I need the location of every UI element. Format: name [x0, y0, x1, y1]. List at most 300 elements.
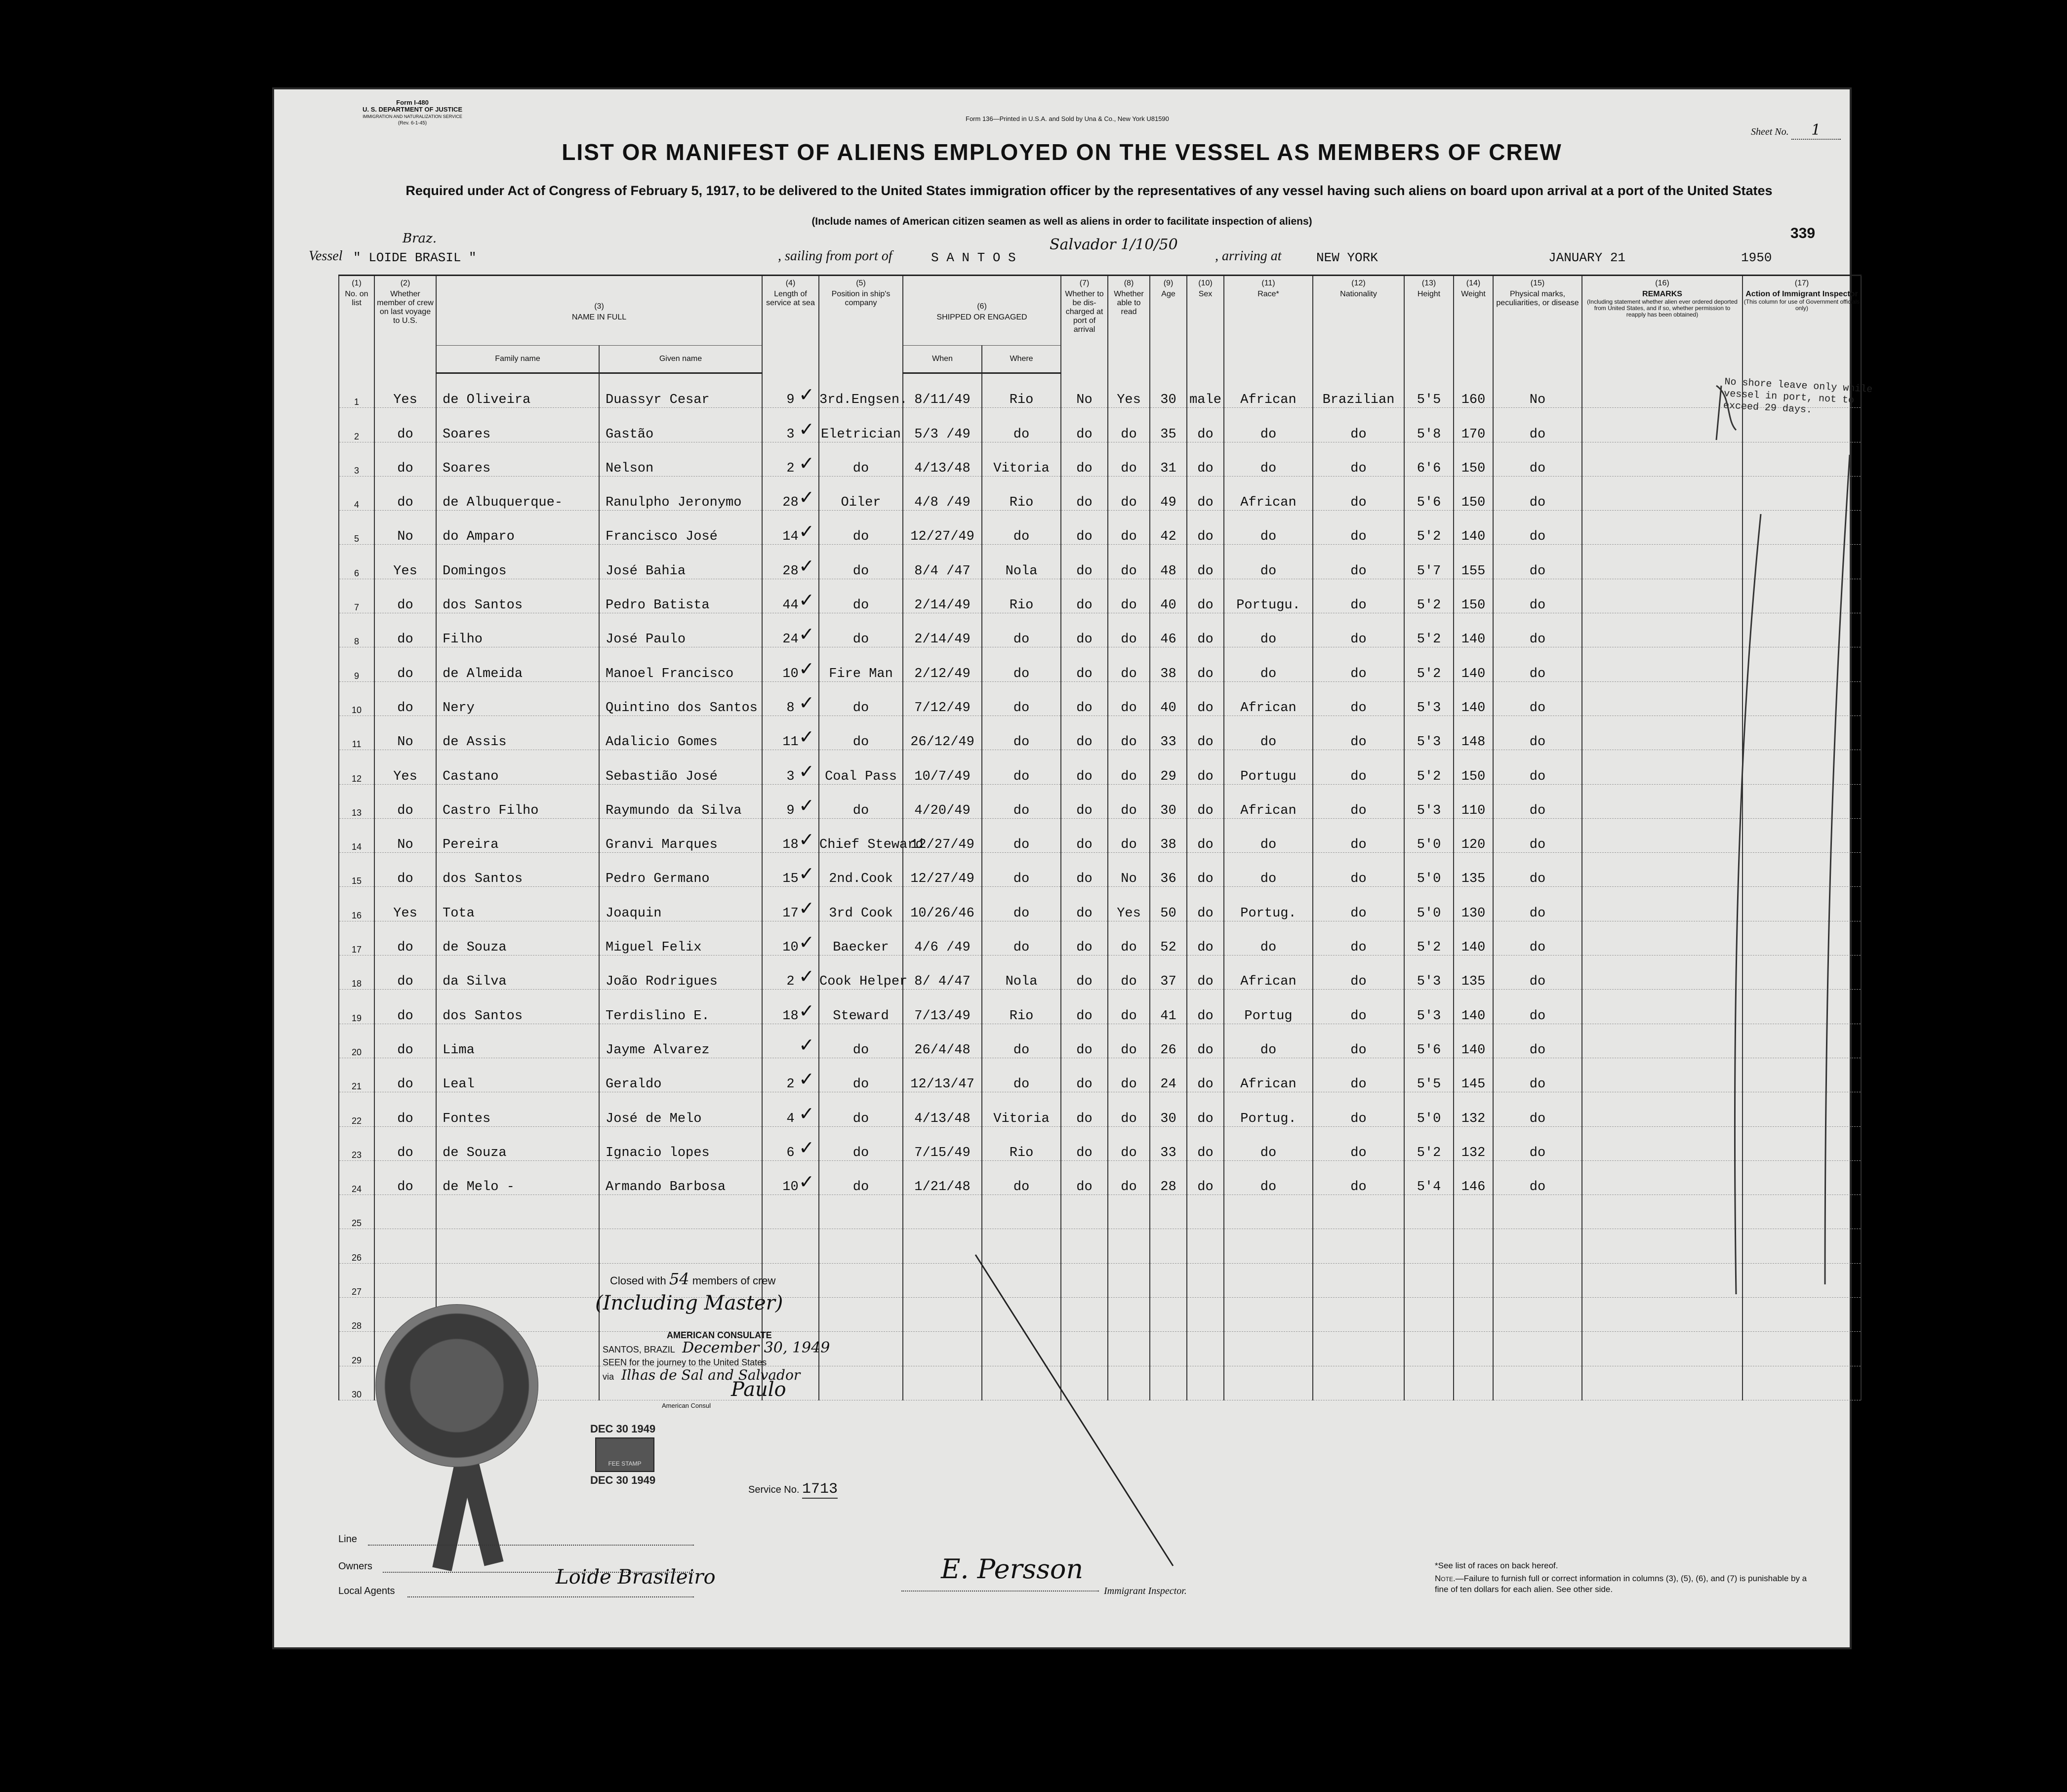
race: Portugu	[1224, 750, 1313, 784]
weight: 135	[1454, 956, 1493, 990]
row-number: 8	[339, 613, 374, 647]
previous-voyage: do	[374, 442, 436, 476]
given-name: João Rodrigues	[599, 956, 762, 990]
physical-marks	[1493, 1195, 1582, 1229]
row-number: 30	[339, 1366, 374, 1400]
col-header-read: (8) Whether able to read	[1108, 276, 1150, 373]
discharged: do	[1061, 818, 1108, 852]
inspector-marks	[1702, 366, 1850, 1304]
discharged: do	[1061, 1126, 1108, 1160]
age: 40	[1150, 681, 1187, 716]
sex: do	[1187, 1058, 1224, 1092]
consulate-via: via	[603, 1372, 614, 1382]
family-name: Soares	[436, 442, 599, 476]
shipped-where: Vitoria	[982, 1092, 1061, 1126]
including-master: (Including Master)	[595, 1292, 783, 1314]
previous-voyage: No	[374, 818, 436, 852]
shipped-when: 4/8 /49	[903, 476, 982, 510]
position	[819, 1332, 903, 1366]
length-of-service: 15 ✓	[762, 853, 819, 887]
manifest-title: LIST OR MANIFEST OF ALIENS EMPLOYED ON THE VESSEL AS MEMBERS OF CREW	[562, 139, 1562, 165]
family-name: Fontes	[436, 1092, 599, 1126]
family-name: da Silva	[436, 956, 599, 990]
footnote-fine	[1435, 1573, 1820, 1595]
crew-table	[338, 275, 1862, 1400]
shipped-where: do	[982, 750, 1061, 784]
nationality: do	[1313, 613, 1404, 647]
shipped-where: do	[982, 784, 1061, 818]
height: 5'2	[1404, 921, 1454, 955]
nationality: do	[1313, 887, 1404, 921]
age: 36	[1150, 853, 1187, 887]
arrival-year: 1950	[1741, 250, 1772, 265]
shipped-where: do	[982, 511, 1061, 545]
race: Portug	[1224, 990, 1313, 1024]
previous-voyage: do	[374, 1160, 436, 1195]
table-row	[339, 373, 1861, 408]
race: Portug.	[1224, 887, 1313, 921]
shipped-when	[903, 1332, 982, 1366]
able-to-read: do	[1108, 818, 1150, 852]
able-to-read: do	[1108, 1160, 1150, 1195]
race: African	[1224, 373, 1313, 408]
race: do	[1224, 818, 1313, 852]
table-row	[339, 681, 1861, 716]
given-name: Terdislino E.	[599, 990, 762, 1024]
previous-voyage: do	[374, 853, 436, 887]
col-header-when: When	[903, 346, 982, 373]
arriving-label: , arriving at	[1215, 248, 1282, 264]
agents-label: Local Agents	[338, 1586, 395, 1596]
nationality: do	[1313, 545, 1404, 579]
row-number: 28	[339, 1298, 374, 1332]
able-to-read: do	[1108, 681, 1150, 716]
race: African	[1224, 681, 1313, 716]
given-name: Armando Barbosa	[599, 1160, 762, 1195]
nationality: do	[1313, 990, 1404, 1024]
discharged: do	[1061, 647, 1108, 681]
age: 46	[1150, 613, 1187, 647]
age: 38	[1150, 647, 1187, 681]
sex	[1187, 1298, 1224, 1332]
weight	[1454, 1195, 1493, 1229]
stamp-date-bottom: DEC 30 1949	[590, 1474, 656, 1486]
vessel-handwritten: Braz.	[403, 231, 437, 246]
discharged: do	[1061, 750, 1108, 784]
given-name: José Bahia	[599, 545, 762, 579]
service-name: IMMIGRATION AND NATURALIZATION SERVICE	[363, 114, 462, 119]
physical-marks: do	[1493, 1126, 1582, 1160]
shipped-where: do	[982, 887, 1061, 921]
shipped-when	[903, 1366, 982, 1400]
length-of-service: 44 ✓	[762, 579, 819, 613]
length-of-service-value: 17	[782, 906, 799, 921]
row-number: 6	[339, 545, 374, 579]
discharged: do	[1061, 1092, 1108, 1126]
nationality: do	[1313, 1126, 1404, 1160]
weight: 132	[1454, 1092, 1493, 1126]
discharged: do	[1061, 579, 1108, 613]
shipped-when: 12/27/49	[903, 511, 982, 545]
length-of-service: 3 ✓	[762, 750, 819, 784]
previous-voyage: do	[374, 408, 436, 442]
sex	[1187, 1195, 1224, 1229]
physical-marks: do	[1493, 1092, 1582, 1126]
port-handwritten: Salvador 1/10/50	[1050, 236, 1178, 253]
race: do	[1224, 1160, 1313, 1195]
able-to-read: Yes	[1108, 887, 1150, 921]
race	[1224, 1229, 1313, 1263]
table-row	[339, 545, 1861, 579]
arrival-date: JANUARY 21	[1548, 250, 1626, 265]
able-to-read: do	[1108, 990, 1150, 1024]
shipped-where: Rio	[982, 476, 1061, 510]
length-of-service: 4 ✓	[762, 1092, 819, 1126]
previous-voyage	[374, 1229, 436, 1263]
discharged: do	[1061, 613, 1108, 647]
physical-marks: do	[1493, 956, 1582, 990]
length-of-service: 9 ✓	[762, 784, 819, 818]
height: 5'3	[1404, 716, 1454, 750]
consul-title: American Consul	[662, 1402, 711, 1409]
row-number: 19	[339, 990, 374, 1024]
position: Eletrician	[819, 408, 903, 442]
shipped-when: 4/13/48	[903, 442, 982, 476]
family-name: Soares	[436, 408, 599, 442]
race: African	[1224, 1058, 1313, 1092]
position: do	[819, 613, 903, 647]
shipped-when: 7/12/49	[903, 681, 982, 716]
shipped-when: 12/27/49	[903, 818, 982, 852]
printer-line: Form 136—Printed in U.S.A. and Sold by Una & Co., New York U81590	[966, 115, 1169, 122]
form-identifier	[348, 99, 477, 127]
able-to-read: do	[1108, 716, 1150, 750]
service-value: 1713	[802, 1481, 838, 1498]
weight: 150	[1454, 579, 1493, 613]
sex: do	[1187, 818, 1224, 852]
physical-marks: do	[1493, 1058, 1582, 1092]
nationality	[1313, 1195, 1404, 1229]
position: do	[819, 681, 903, 716]
length-of-service: 2 ✓	[762, 1058, 819, 1092]
shipped-when: 10/26/46	[903, 887, 982, 921]
physical-marks: do	[1493, 681, 1582, 716]
race	[1224, 1366, 1313, 1400]
row-number: 21	[339, 1058, 374, 1092]
discharged: do	[1061, 681, 1108, 716]
footnote-prefix: Note.	[1435, 1574, 1456, 1583]
nationality: do	[1313, 956, 1404, 990]
agents-signature: Loide Brasileiro	[556, 1566, 716, 1589]
length-of-service-value: 6	[786, 1145, 795, 1160]
remarks	[1582, 1332, 1743, 1366]
shipped-when: 4/20/49	[903, 784, 982, 818]
height: 5'3	[1404, 990, 1454, 1024]
table-row	[339, 579, 1861, 613]
given-name: José Paulo	[599, 613, 762, 647]
age: 33	[1150, 1126, 1187, 1160]
previous-voyage: do	[374, 476, 436, 510]
physical-marks	[1493, 1366, 1582, 1400]
height: 5'0	[1404, 1092, 1454, 1126]
race: do	[1224, 647, 1313, 681]
race	[1224, 1263, 1313, 1297]
consulate-seen: SEEN for the journey to the United States	[603, 1357, 767, 1367]
position: do	[819, 579, 903, 613]
department: U. S. DEPARTMENT OF JUSTICE	[363, 106, 462, 113]
age: 24	[1150, 1058, 1187, 1092]
height: 5'5	[1404, 373, 1454, 408]
sex: do	[1187, 613, 1224, 647]
length-of-service	[762, 1229, 819, 1263]
weight: 150	[1454, 476, 1493, 510]
inspector-signature: E. Persson	[941, 1553, 1084, 1585]
col-header-remarks: (16) REMARKS (Including statement whether alien ever ordered deported from United States, and if so, whether permission to reapply has been obtained)	[1582, 276, 1743, 373]
strike-line	[975, 1255, 1183, 1571]
table-row	[339, 1195, 1861, 1229]
age: 30	[1150, 1092, 1187, 1126]
weight: 140	[1454, 681, 1493, 716]
position: do	[819, 1126, 903, 1160]
weight: 130	[1454, 887, 1493, 921]
sex: do	[1187, 545, 1224, 579]
able-to-read: do	[1108, 784, 1150, 818]
family-name: Domingos	[436, 545, 599, 579]
physical-marks: do	[1493, 545, 1582, 579]
length-of-service-value: 2	[786, 461, 795, 476]
inspector-label: Immigrant Inspector.	[1104, 1586, 1187, 1596]
previous-voyage	[374, 1263, 436, 1297]
given-name: Sebastião José	[599, 750, 762, 784]
family-name	[436, 1195, 599, 1229]
height: 5'6	[1404, 476, 1454, 510]
inspector-action	[1743, 1366, 1861, 1400]
height	[1404, 1332, 1454, 1366]
line-underline	[368, 1545, 694, 1546]
shipped-when: 7/13/49	[903, 990, 982, 1024]
given-name: Raymundo da Silva	[599, 784, 762, 818]
nationality	[1313, 1229, 1404, 1263]
col-header-discharged: (7) Whether to be dis-charged at port of arrival	[1061, 276, 1108, 373]
sex: do	[1187, 887, 1224, 921]
family-name: de Albuquerque-	[436, 476, 599, 510]
manifest-note: (Include names of American citizen seamen as well as aliens in order to facilitate inspection of aliens)	[811, 216, 1312, 227]
able-to-read: do	[1108, 579, 1150, 613]
port-name: S A N T O S	[931, 250, 1016, 265]
previous-voyage: do	[374, 1092, 436, 1126]
height: 5'5	[1404, 1058, 1454, 1092]
length-of-service: 3 ✓	[762, 408, 819, 442]
row-number: 5	[339, 511, 374, 545]
race: do	[1224, 442, 1313, 476]
height: 5'3	[1404, 956, 1454, 990]
discharged: do	[1061, 1058, 1108, 1092]
physical-marks	[1493, 1298, 1582, 1332]
row-number: 9	[339, 647, 374, 681]
physical-marks: do	[1493, 613, 1582, 647]
shipped-where	[982, 1195, 1061, 1229]
length-of-service-value: 10	[782, 940, 799, 956]
race: do	[1224, 545, 1313, 579]
table-row	[339, 1126, 1861, 1160]
height: 5'2	[1404, 613, 1454, 647]
able-to-read: do	[1108, 545, 1150, 579]
family-name: de Melo -	[436, 1160, 599, 1195]
col-header-sex: (10) Sex	[1187, 276, 1224, 373]
nationality: do	[1313, 1058, 1404, 1092]
discharged: do	[1061, 511, 1108, 545]
height	[1404, 1298, 1454, 1332]
able-to-read	[1108, 1195, 1150, 1229]
weight	[1454, 1366, 1493, 1400]
sailing-label: , sailing from port of	[778, 248, 892, 264]
physical-marks: do	[1493, 442, 1582, 476]
nationality	[1313, 1298, 1404, 1332]
physical-marks: do	[1493, 887, 1582, 921]
family-name: Leal	[436, 1058, 599, 1092]
footnote-races: *See list of races on back hereof.	[1435, 1561, 1558, 1570]
discharged: do	[1061, 442, 1108, 476]
table-row	[339, 716, 1861, 750]
nationality: do	[1313, 716, 1404, 750]
row-number: 13	[339, 784, 374, 818]
sheet-value: 1	[1791, 121, 1841, 140]
shipped-when: 4/6 /49	[903, 921, 982, 955]
race: do	[1224, 408, 1313, 442]
length-of-service: 24 ✓	[762, 613, 819, 647]
nationality: do	[1313, 921, 1404, 955]
sex	[1187, 1332, 1224, 1366]
able-to-read: do	[1108, 1058, 1150, 1092]
fee-stamp-label: FEE STAMP	[608, 1460, 642, 1467]
height: 5'3	[1404, 681, 1454, 716]
sex: male	[1187, 373, 1224, 408]
discharged: do	[1061, 887, 1108, 921]
physical-marks: do	[1493, 716, 1582, 750]
sex: do	[1187, 1092, 1224, 1126]
shipped-where: do	[982, 681, 1061, 716]
length-of-service-value: 9	[786, 803, 795, 818]
length-of-service: 9 ✓	[762, 373, 819, 408]
sex: do	[1187, 647, 1224, 681]
position	[819, 1263, 903, 1297]
shipped-when: 2/14/49	[903, 579, 982, 613]
table-row	[339, 647, 1861, 681]
height: 5'8	[1404, 408, 1454, 442]
race: African	[1224, 784, 1313, 818]
length-of-service: 28 ✓	[762, 545, 819, 579]
shipped-when: 12/27/49	[903, 853, 982, 887]
weight	[1454, 1332, 1493, 1366]
row-number: 27	[339, 1263, 374, 1297]
given-name: Gastão	[599, 408, 762, 442]
position: do	[819, 545, 903, 579]
age: 29	[1150, 750, 1187, 784]
family-name	[436, 1263, 599, 1297]
length-of-service: 10 ✓	[762, 1160, 819, 1195]
weight: 160	[1454, 373, 1493, 408]
height: 5'3	[1404, 784, 1454, 818]
weight: 145	[1454, 1058, 1493, 1092]
length-of-service-value: 3	[786, 427, 795, 442]
page-number: 339	[1790, 225, 1816, 241]
previous-voyage: do	[374, 681, 436, 716]
family-name: de Souza	[436, 1126, 599, 1160]
table-row	[339, 853, 1861, 887]
given-name	[599, 1229, 762, 1263]
length-of-service-value: 9	[786, 393, 795, 408]
shipped-where: do	[982, 408, 1061, 442]
given-name: Geraldo	[599, 1058, 762, 1092]
consulate-seal	[375, 1304, 538, 1467]
vessel-name: " LOIDE BRASIL "	[353, 250, 477, 265]
family-name: Pereira	[436, 818, 599, 852]
col-header-position: (5) Position in ship's company	[819, 276, 903, 373]
closed-suffix: members of crew	[692, 1274, 776, 1287]
table-row	[339, 476, 1861, 510]
age: 30	[1150, 784, 1187, 818]
position: Fire Man	[819, 647, 903, 681]
able-to-read: Yes	[1108, 373, 1150, 408]
weight: 135	[1454, 853, 1493, 887]
service-number	[748, 1481, 838, 1498]
weight	[1454, 1229, 1493, 1263]
weight: 150	[1454, 442, 1493, 476]
nationality: do	[1313, 647, 1404, 681]
weight: 140	[1454, 990, 1493, 1024]
height: 5'6	[1404, 1024, 1454, 1058]
physical-marks: do	[1493, 921, 1582, 955]
able-to-read: No	[1108, 853, 1150, 887]
able-to-read: do	[1108, 476, 1150, 510]
length-of-service: 10 ✓	[762, 921, 819, 955]
row-number: 17	[339, 921, 374, 955]
length-of-service-value: 18	[782, 1008, 799, 1024]
inspector-underline	[901, 1591, 1099, 1592]
physical-marks: do	[1493, 408, 1582, 442]
row-number: 7	[339, 579, 374, 613]
given-name: Pedro Germano	[599, 853, 762, 887]
row-number: 23	[339, 1126, 374, 1160]
length-of-service: ✓	[762, 1024, 819, 1058]
position	[819, 1229, 903, 1263]
previous-voyage: do	[374, 1126, 436, 1160]
age: 40	[1150, 579, 1187, 613]
sex: do	[1187, 956, 1224, 990]
age: 42	[1150, 511, 1187, 545]
length-of-service: 18 ✓	[762, 818, 819, 852]
shipped-where: Rio	[982, 1126, 1061, 1160]
previous-voyage: do	[374, 613, 436, 647]
given-name: Miguel Felix	[599, 921, 762, 955]
height: 5'2	[1404, 750, 1454, 784]
length-of-service-value: 44	[782, 598, 799, 613]
length-of-service: 2 ✓	[762, 956, 819, 990]
sex: do	[1187, 579, 1224, 613]
length-of-service: 11 ✓	[762, 716, 819, 750]
race: African	[1224, 476, 1313, 510]
sheet-number	[1751, 121, 1841, 140]
col-header-height: (13) Height	[1404, 276, 1454, 373]
position: do	[819, 1160, 903, 1195]
age: 30	[1150, 373, 1187, 408]
discharged: do	[1061, 921, 1108, 955]
position: do	[819, 511, 903, 545]
row-number: 4	[339, 476, 374, 510]
race: African	[1224, 956, 1313, 990]
discharged: do	[1061, 990, 1108, 1024]
position: 2nd.Cook	[819, 853, 903, 887]
